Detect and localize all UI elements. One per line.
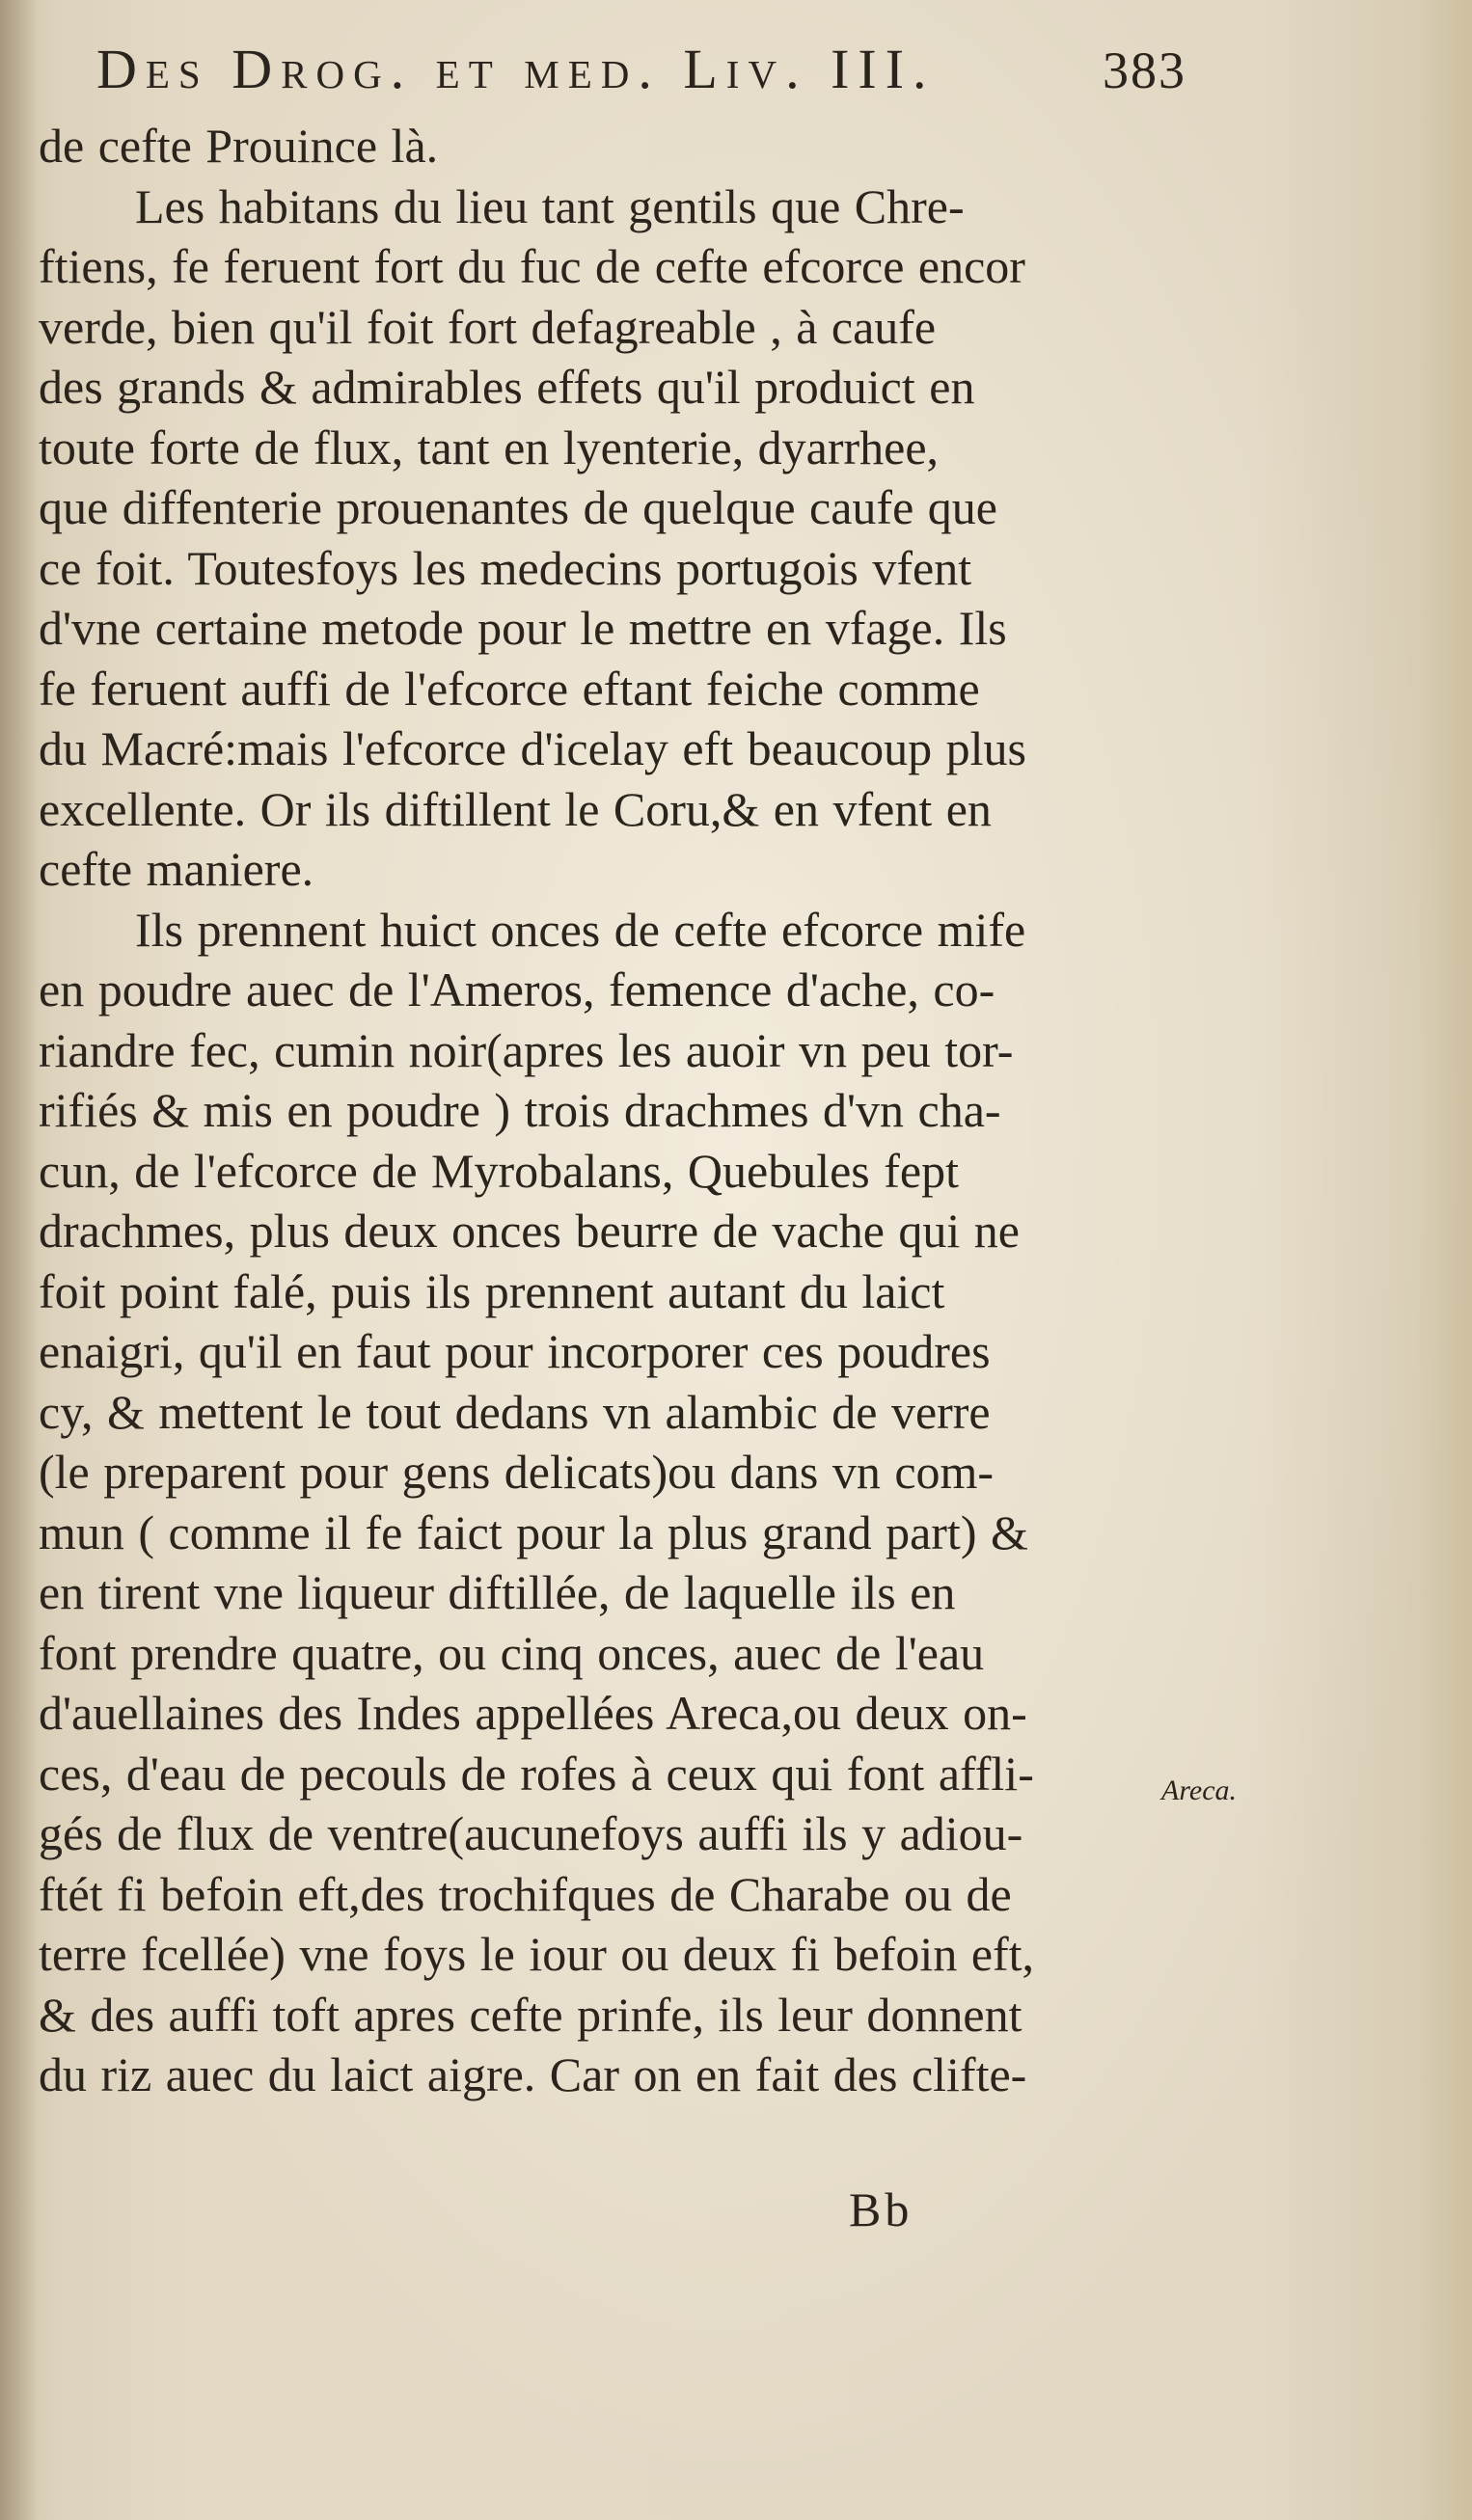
text-line: ces, d'eau de pecouls de rofes à ceux qui font affli- [39, 1746, 1034, 1801]
text-line: Ils prennent huict onces de cefte efcorce mife [135, 902, 1026, 957]
text-line: que diffenterie prouenantes de quelque caufe que [39, 480, 997, 534]
gutter-shadow [0, 0, 39, 2520]
text-line: des grands & admirables effets qu'il produict en [39, 360, 975, 414]
page-number: 383 [1103, 41, 1186, 99]
text-line: en poudre auec de l'Ameros, femence d'ache, co- [39, 962, 995, 1016]
text-line: mun ( comme il fe faict pour la plus grand part) & [39, 1504, 1028, 1559]
text-line: (le preparent pour gens delicats)ou dans vn com- [39, 1445, 995, 1499]
text-line: gés de flux de ventre(aucunefoys auffi ils y adiou- [39, 1806, 1023, 1860]
text-line: drachmes, plus deux onces beurre de vache qui ne [39, 1204, 1021, 1258]
text-line: d'vne certaine metode pour le mettre en vfage. Ils [39, 601, 1007, 655]
running-head-title: Des Drog. et med. Liv. III. [96, 38, 936, 100]
text-line: riandre fec, cumin noir(apres les auoir vn peu tor- [39, 1022, 1014, 1077]
text-line: cy, & mettent le tout dedans vn alambic de verre [39, 1384, 991, 1439]
text-line: toute forte de flux, tant en lyenterie, dyarrhee, [39, 420, 940, 474]
text-line: Les habitans du lieu tant gentils que Chre- [135, 178, 965, 233]
text-line: verde, bien qu'il foit fort defagreable , à caufe [39, 299, 937, 354]
text-line: excellente. Or ils diftillent le Coru,& en vfent en [39, 781, 992, 836]
text-line: enaigri, qu'il en faut pour incorporer ces poudres [39, 1324, 991, 1378]
text-line: foit point falé, puis ils prennent autant du laict [39, 1263, 945, 1318]
text-line: & des auffi toft apres cefte prinfe, ils leur donnent [39, 1987, 1022, 2042]
margin-note: Areca. [1161, 1775, 1238, 1806]
text-line: ce foit. Toutesfoys les medecins portugois vfent [39, 540, 972, 595]
text-line: fe feruent auffi de l'efcorce eftant feiche comme [39, 661, 980, 716]
text-line: cefte maniere. [39, 842, 314, 896]
text-line: en tirent vne liqueur diftillée, de laquelle ils en [39, 1565, 956, 1619]
body-text [39, 116, 1167, 2105]
text-line: terre fcellée) vne foys le iour ou deux fi befoin eft, [39, 1927, 1035, 1981]
text-line: du riz auec du laict aigre. Car on en fait des clifte- [39, 2047, 1027, 2101]
text-line: d'auellaines des Indes appellées Areca,ou deux on- [39, 1686, 1027, 1740]
text-line: du Macré:mais l'efcorce d'icelay eft beaucoup plus [39, 721, 1027, 775]
text-line: ftiens, fe feruent fort du fuc de cefte efcorce encor [39, 239, 1025, 293]
signature-mark: Bb [849, 2182, 913, 2236]
text-line: font prendre quatre, ou cinq onces, auec de l'eau [39, 1625, 985, 1680]
text-line: ftét fi befoin eft,des trochifques de Charabe ou de [39, 1866, 1012, 1921]
text-line: cun, de l'efcorce de Myrobalans, Quebules fept [39, 1143, 959, 1198]
running-head [96, 37, 1186, 114]
text-line: de cefte Prouince là. [39, 119, 439, 173]
text-line: rifiés & mis en poudre ) trois drachmes d'vn cha- [39, 1083, 1001, 1137]
